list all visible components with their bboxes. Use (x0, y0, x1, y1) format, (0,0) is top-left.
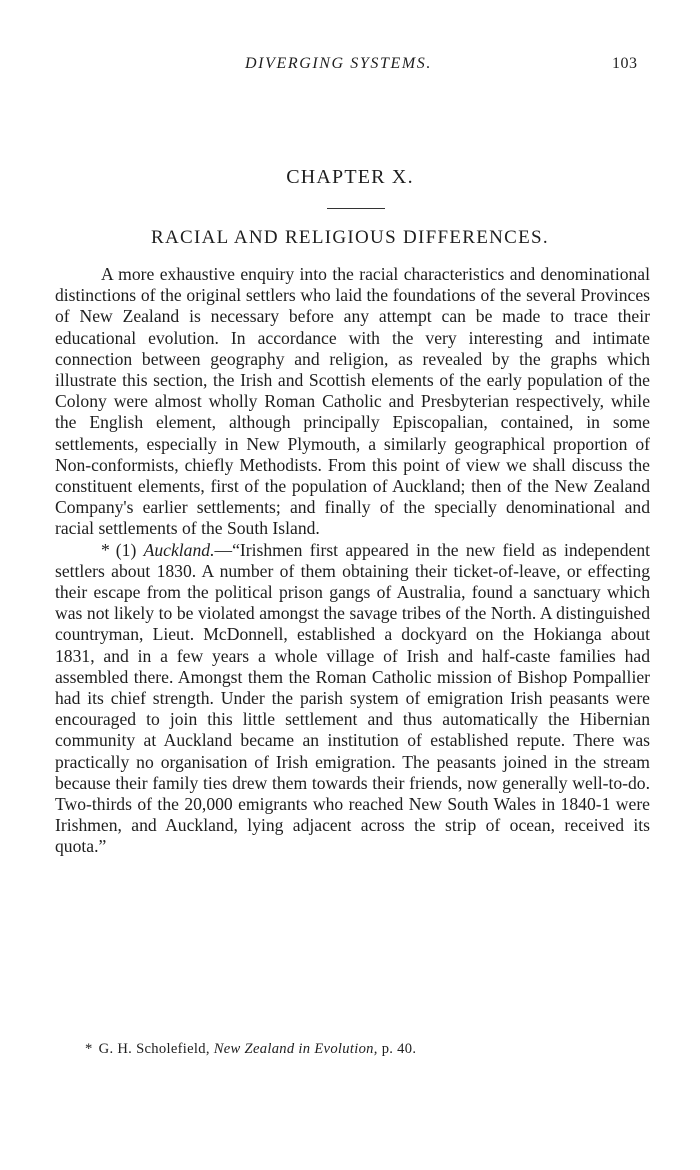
footnote-reference-mark: * (101, 539, 110, 560)
chapter-title: RACIAL AND RELIGIOUS DIFFERENCES. (151, 227, 549, 248)
chapter-number: CHAPTER X. (286, 166, 414, 188)
footnote-mark: * (85, 1041, 93, 1057)
footnote-author: G. H. Scholefield, (98, 1041, 210, 1057)
section-number: (1) (115, 539, 137, 560)
footnote-work-title: New Zealand in Evolution, (213, 1041, 378, 1057)
paragraph-auckland (55, 540, 650, 858)
paragraph-intro: A more exhaustive enquiry into the racial characteristics and denominational distinctions of the original settlers who laid the foundations of the several Provinces of New Zealand is necessary before any attempt can be made to trace their educational evolution. In accordance with the very interesting and intimate connection between geography and religion, as revealed by the graphs which illustrate this section, the Irish and Scottish elements of the early population of the Colony were almost wholly Roman Catholic and Presbyterian respectively, while the English element, although principally Episcopalian, contained, in some settlements, especially in New Plymouth, a similarly geographical proportion of Non-conformists, chiefly Methodists. From this point of view we shall discuss the constituent elements, first of the population of Auckland; then of the New Zealand Company's earlier settlements; and finally of the specially denominational and racial settlements of the South Island. (55, 264, 650, 539)
running-head (0, 55, 700, 79)
section-subhead: Auckland. (143, 539, 215, 560)
footnote (85, 1040, 645, 1058)
paragraph-auckland-text: —“Irishmen first appeared in the new field as independent settlers about 1830. A number of them obtaining their ticket-of-leave, or effecting their escape from the political prison gangs of Australia, found a sanctuary which was not likely to be violated amongst the savage tribes of the North. A distinguished countryman, Lieut. McDonnell, established a dockyard on the Hokianga about 1831, and in a few years a whole village of Irish and half-caste families had assembled there. Amongst them the Roman Catholic mission of Bishop Pompallier had its chief strength. Under the parish system of emigration Irish peasants were encouraged to join this little settlement and thus automatically the Hibernian community at Auckland became an institution of established repute. There was practically no organisation of Irish emigration. The peasants joined in the stream because their family ties drew them towards their friends, now generally well-to-do. Two-thirds of the 20,000 emigrants who reached New South Wales in 1840-1 were Irishmen, and Auckland, lying adjacent across the strip of ocean, received its quota.” (55, 539, 651, 857)
chapter-divider-rule (327, 208, 385, 209)
running-title: DIVERGING SYSTEMS. (245, 55, 433, 72)
footnote-page: p. 40. (381, 1041, 417, 1057)
body-text (55, 264, 650, 858)
page-number: 103 (612, 55, 638, 72)
